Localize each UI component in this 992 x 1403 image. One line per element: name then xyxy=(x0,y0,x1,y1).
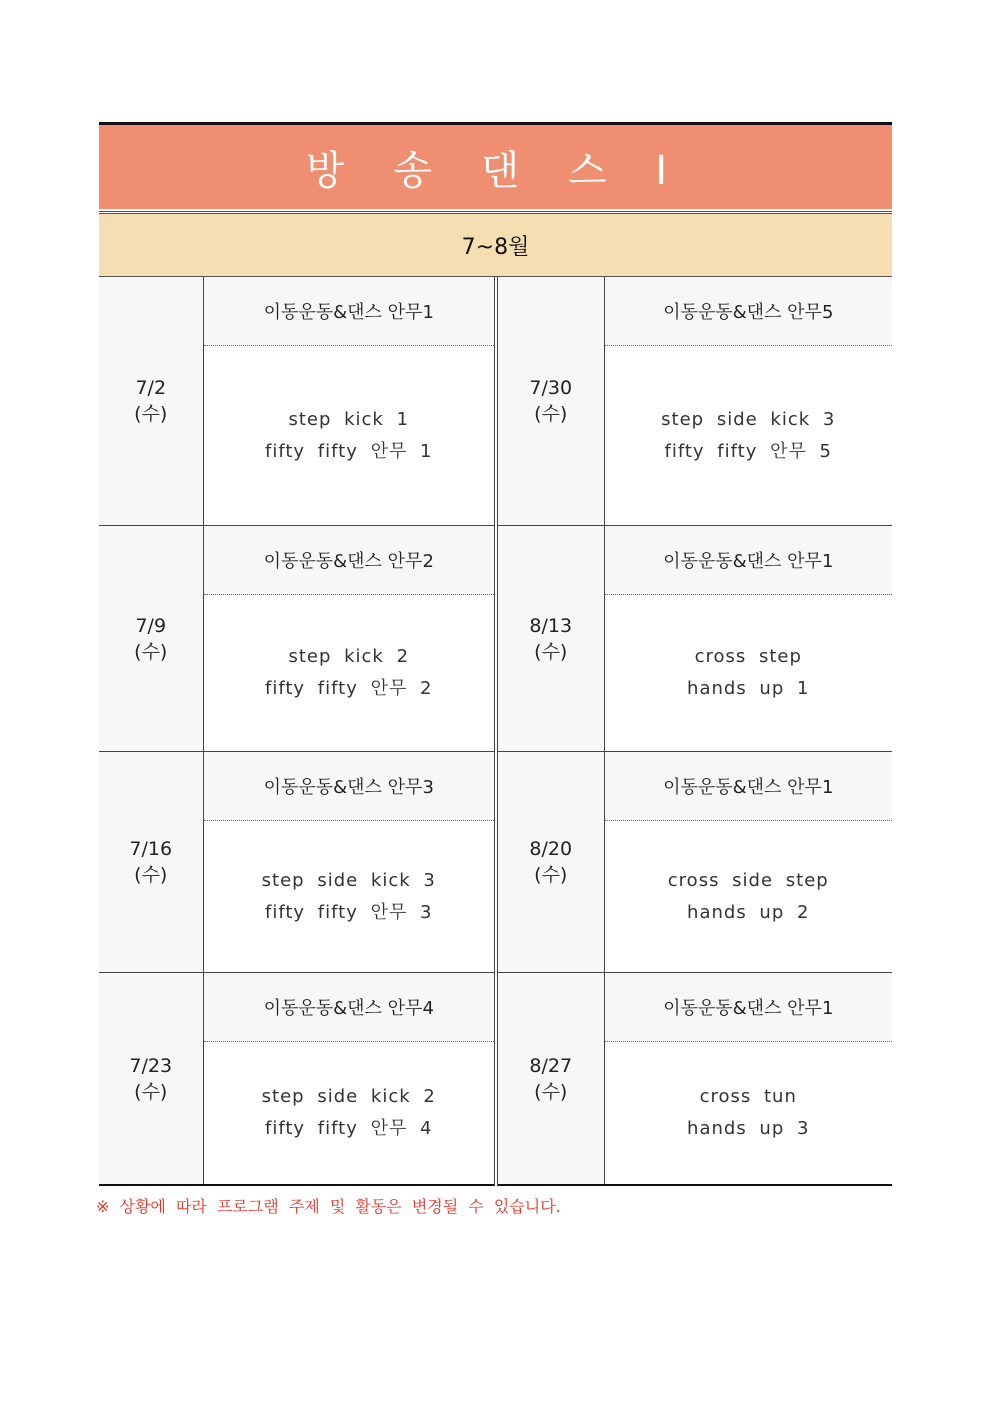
table-row xyxy=(99,752,892,973)
session-title: 이동운동&댄스 안무1 xyxy=(204,277,495,346)
session-cell xyxy=(203,526,496,752)
period-header: 7~8월 xyxy=(99,213,892,277)
session-line-2: hands up 1 xyxy=(687,678,810,699)
session-date: 7/2 xyxy=(135,377,167,399)
session-day: (수) xyxy=(534,403,568,425)
session-title: 이동운동&댄스 안무1 xyxy=(605,973,893,1042)
session-title: 이동운동&댄스 안무1 xyxy=(605,752,893,821)
session-content xyxy=(605,595,893,751)
session-day: (수) xyxy=(134,864,168,886)
session-title: 이동운동&댄스 안무1 xyxy=(605,526,893,595)
session-date: 8/27 xyxy=(529,1054,573,1077)
session-line-1: cross side step xyxy=(667,869,829,891)
table-row xyxy=(99,973,892,1186)
session-content xyxy=(204,1042,495,1184)
schedule-sheet xyxy=(99,122,892,1186)
session-title: 이동운동&댄스 안무4 xyxy=(204,973,495,1042)
session-cell xyxy=(203,973,496,1186)
session-content xyxy=(605,346,893,525)
session-line-1: cross tun xyxy=(699,1086,797,1107)
session-day: (수) xyxy=(134,403,168,425)
session-cell xyxy=(604,526,892,752)
session-line-1: step side kick 3 xyxy=(661,408,836,430)
session-title: 이동운동&댄스 안무2 xyxy=(204,526,495,595)
session-day: (수) xyxy=(534,864,568,886)
session-date: 7/23 xyxy=(129,1054,173,1077)
session-cell xyxy=(604,277,892,526)
schedule-table xyxy=(99,277,892,1186)
date-cell xyxy=(99,277,203,526)
session-content xyxy=(204,821,495,972)
session-content xyxy=(204,346,495,525)
session-day: (수) xyxy=(534,640,568,663)
session-date: 8/13 xyxy=(529,614,573,637)
session-line-1: step side kick 2 xyxy=(261,1086,436,1107)
session-date: 8/20 xyxy=(529,838,573,860)
session-day: (수) xyxy=(534,1080,568,1103)
session-content xyxy=(605,1042,893,1184)
page-title: 방 송 댄 스 I xyxy=(99,122,892,209)
session-line-2: fifty fifty 안무 2 xyxy=(264,678,433,699)
session-line-2: fifty fifty 안무 3 xyxy=(264,901,433,923)
session-line-2: hands up 3 xyxy=(687,1118,810,1139)
session-cell xyxy=(203,752,496,973)
table-row xyxy=(99,526,892,752)
session-date: 7/16 xyxy=(129,838,173,860)
session-date: 7/9 xyxy=(135,614,167,637)
session-cell xyxy=(203,277,496,526)
session-line-2: fifty fifty 안무 1 xyxy=(264,440,433,462)
session-line-1: cross step xyxy=(694,646,802,667)
date-cell xyxy=(496,973,604,1186)
session-line-1: step kick 1 xyxy=(288,408,410,430)
session-day: (수) xyxy=(134,640,168,663)
session-date: 7/30 xyxy=(529,377,573,399)
footnote: ※ 상황에 따라 프로그램 주제 및 활동은 변경될 수 있습니다. xyxy=(96,1197,561,1216)
session-content xyxy=(204,595,495,751)
table-row xyxy=(99,277,892,526)
session-line-1: step side kick 3 xyxy=(261,869,436,891)
date-cell xyxy=(99,973,203,1186)
session-line-1: step kick 2 xyxy=(288,646,410,667)
session-line-2: fifty fifty 안무 4 xyxy=(264,1118,433,1139)
session-content xyxy=(605,821,893,972)
session-day: (수) xyxy=(134,1080,168,1103)
date-cell xyxy=(496,752,604,973)
session-title: 이동운동&댄스 안무3 xyxy=(204,752,495,821)
date-cell xyxy=(496,526,604,752)
session-line-2: fifty fifty 안무 5 xyxy=(664,440,833,462)
session-line-2: hands up 2 xyxy=(687,901,810,923)
date-cell xyxy=(496,277,604,526)
session-cell xyxy=(604,752,892,973)
session-cell xyxy=(604,973,892,1186)
date-cell xyxy=(99,526,203,752)
date-cell xyxy=(99,752,203,973)
session-title: 이동운동&댄스 안무5 xyxy=(605,277,893,346)
